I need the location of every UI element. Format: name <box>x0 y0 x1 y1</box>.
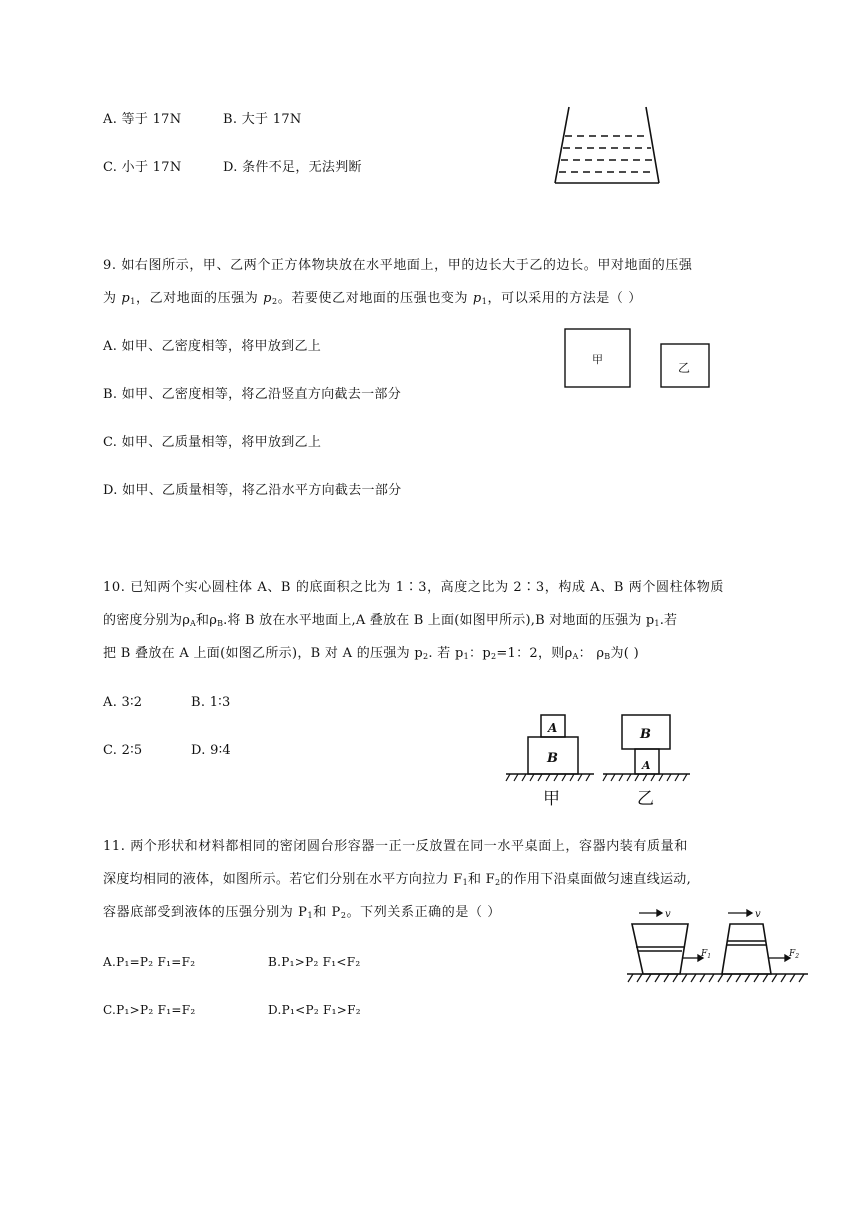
q10-fig-caption-yi: 乙 <box>637 789 654 809</box>
q11-option-a: A.P₁=P₂ F₁=F₂ <box>103 955 196 969</box>
q10-fig-label-a-yi: A <box>642 759 651 772</box>
q9-fig-label-jia: 甲 <box>592 353 603 366</box>
q8-option-c: C. 小于 17N <box>103 160 182 175</box>
q11-fig-f2: $F_2$ <box>789 949 800 960</box>
q11-stem-line2: 深度均相同的液体，如图所示。若它们分别在水平方向拉力 $F_1$和 $F_2$的作用下沿桌面做匀速直线运动, <box>103 872 692 887</box>
q11-fig-f1: $F_1$ <box>701 949 712 960</box>
q9-option-b: B. 如甲、乙密度相等，将乙沿竖直方向截去一部分 <box>103 387 402 402</box>
q8-option-a: A. 等于 17N <box>103 112 182 127</box>
q10-fig-caption-jia: 甲 <box>543 789 560 809</box>
q9-option-a: A. 如甲、乙密度相等，将甲放到乙上 <box>103 339 322 354</box>
q10-stem-line1: 10. 已知两个实心圆柱体 A、B 的底面积之比为 1∶3，高度之比为 2∶3，构成 A、B 两个圆柱体物质 <box>103 580 724 595</box>
q8-option-b: B. 大于 17N <box>223 112 302 127</box>
q11-stem-line1: 11. 两个形状和材料都相同的密闭圆台形容器一正一反放置在同一水平桌面上，容器内装有质量和 <box>103 839 688 854</box>
q10-option-b: B. 1∶3 <box>191 695 231 710</box>
q10-option-c: C. 2∶5 <box>103 743 143 758</box>
q8-option-d: D. 条件不足，无法判断 <box>223 160 362 175</box>
q10-stem-line2: 的密度分别为$\rho_A$和$\rho_B$.将 B 放在水平地面上,A 叠放在 B 上面(如图甲所示),B 对地面的压强为 $p_1$.若 <box>103 613 678 628</box>
q11-fig-v1: v <box>665 909 671 920</box>
q9-stem-line2: 为 $p_1$，乙对地面的压强为 $p_2$。若要使乙对地面的压强也变为 $p_1$，可以采用的方法是（ ） <box>103 291 642 306</box>
q11-option-b: B.P₁>P₂ F₁<F₂ <box>268 955 361 969</box>
q11-option-c: C.P₁>P₂ F₁=F₂ <box>103 1003 196 1017</box>
q9-stem-line1: 9. 如右图所示，甲、乙两个正方体物块放在水平地面上，甲的边长大于乙的边长。甲对地面的压强 <box>103 258 693 273</box>
q10-stem-line3: 把 B 叠放在 A 上面(如图乙所示)，B 对 A 的压强为 $p_2$. 若 $p_1$：$p_2=1$：2，则$\rho_A$： $\rho_B$为( ) <box>103 646 639 661</box>
q8-container-figure <box>550 103 670 187</box>
q10-option-a: A. 3∶2 <box>103 695 143 710</box>
q10-fig-label-b-yi: B <box>640 727 651 742</box>
q9-cubes-figure <box>560 325 720 393</box>
q10-fig-label-a-jia: A <box>548 721 558 735</box>
q11-stem-line3: 容器底部受到液体的压强分别为 $P_1$和 $P_2$。下列关系正确的是（ ） <box>103 905 501 920</box>
q10-option-d: D. 9∶4 <box>191 743 231 758</box>
q10-fig-label-b-jia: B <box>547 751 558 766</box>
q9-option-d: D. 如甲、乙质量相等，将乙沿水平方向截去一部分 <box>103 483 402 498</box>
q11-containers-figure <box>625 906 810 996</box>
q9-option-c: C. 如甲、乙质量相等，将甲放到乙上 <box>103 435 322 450</box>
q11-fig-v2: v <box>755 909 761 920</box>
q9-fig-label-yi: 乙 <box>678 361 691 375</box>
q11-option-d: D.P₁<P₂ F₁>F₂ <box>268 1003 361 1017</box>
q10-stacked-cylinders-figure <box>500 708 700 812</box>
